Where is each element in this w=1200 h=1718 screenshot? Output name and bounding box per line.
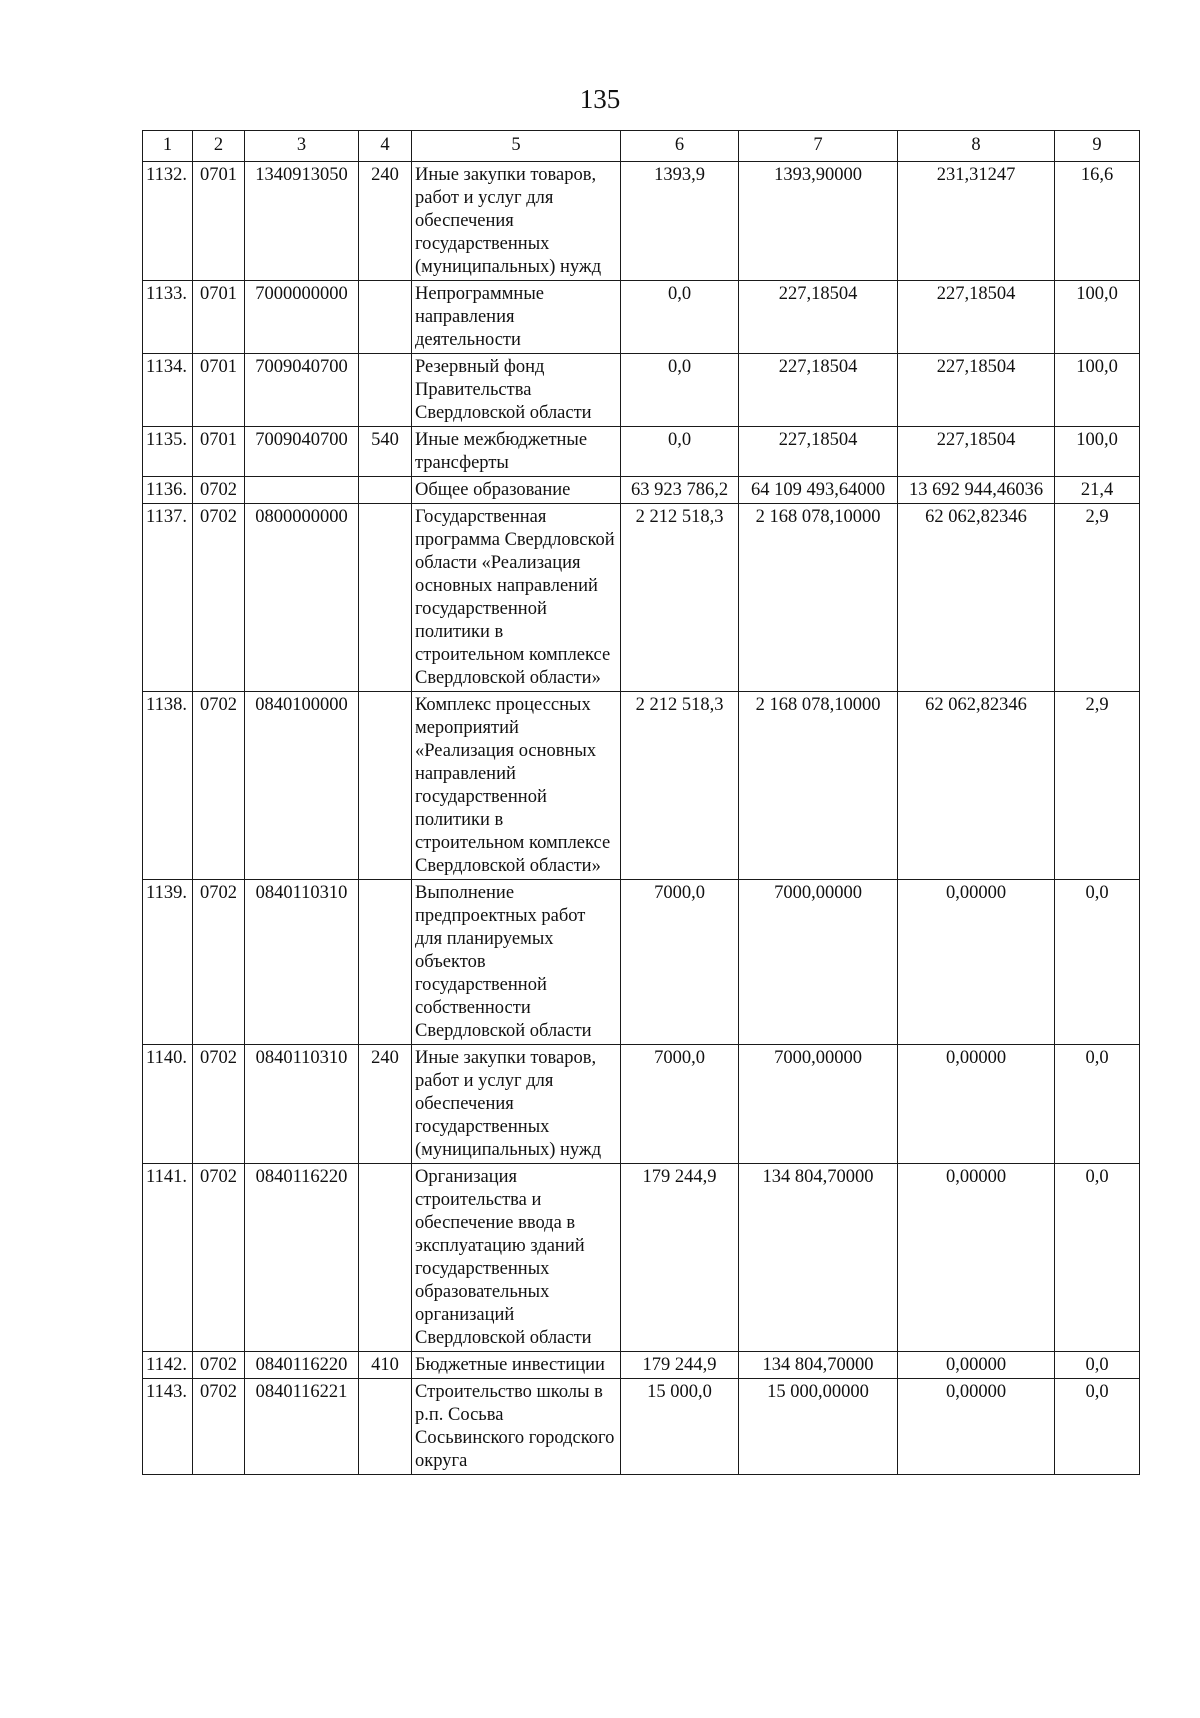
- expense-type-code: 240: [359, 162, 412, 281]
- item-name: Строительство школы в р.п. Сосьва Сосьвинского городского округа: [412, 1379, 621, 1475]
- section-code: 0702: [193, 1164, 245, 1352]
- value-col-8: 0,00000: [898, 1164, 1055, 1352]
- value-col-7: 15 000,00000: [739, 1379, 898, 1475]
- row-number: 1135.: [143, 427, 193, 477]
- value-col-9: 0,0: [1055, 1352, 1140, 1379]
- section-code: 0702: [193, 504, 245, 692]
- row-number: 1143.: [143, 1379, 193, 1475]
- target-article-code: 1340913050: [245, 162, 359, 281]
- expense-type-code: [359, 477, 412, 504]
- table-row: [143, 1045, 1140, 1164]
- row-number: 1139.: [143, 880, 193, 1045]
- column-header: 6: [621, 131, 739, 162]
- target-article-code: 0840110310: [245, 1045, 359, 1164]
- value-col-9: 100,0: [1055, 354, 1140, 427]
- expense-type-code: [359, 281, 412, 354]
- page-number: 135: [579, 84, 621, 114]
- value-col-7: 2 168 078,10000: [739, 692, 898, 880]
- value-col-6: 1393,9: [621, 162, 739, 281]
- value-col-8: 62 062,82346: [898, 692, 1055, 880]
- target-article-code: 0840116220: [245, 1164, 359, 1352]
- value-col-6: 63 923 786,2: [621, 477, 739, 504]
- section-code: 0702: [193, 1379, 245, 1475]
- value-col-8: 231,31247: [898, 162, 1055, 281]
- column-header: 8: [898, 131, 1055, 162]
- target-article-code: [245, 477, 359, 504]
- row-number: 1141.: [143, 1164, 193, 1352]
- section-code: 0701: [193, 162, 245, 281]
- item-name: Выполнение предпроектных работ для планируемых объектов государственной собственности Свердловской области: [412, 880, 621, 1045]
- value-col-9: 0,0: [1055, 1045, 1140, 1164]
- row-number: 1133.: [143, 281, 193, 354]
- section-code: 0702: [193, 1045, 245, 1164]
- value-col-9: 21,4: [1055, 477, 1140, 504]
- value-col-8: 0,00000: [898, 880, 1055, 1045]
- value-col-7: 134 804,70000: [739, 1164, 898, 1352]
- item-name: Организация строительства и обеспечение ввода в эксплуатацию зданий государственных образовательных организаций Свердловской области: [412, 1164, 621, 1352]
- section-code: 0701: [193, 281, 245, 354]
- budget-table: [142, 130, 1140, 1475]
- value-col-8: 0,00000: [898, 1045, 1055, 1164]
- table-row: [143, 1164, 1140, 1352]
- column-header: 3: [245, 131, 359, 162]
- target-article-code: 0840116221: [245, 1379, 359, 1475]
- target-article-code: 0800000000: [245, 504, 359, 692]
- item-name: Резервный фонд Правительства Свердловской области: [412, 354, 621, 427]
- value-col-7: 1393,90000: [739, 162, 898, 281]
- value-col-7: 7000,00000: [739, 1045, 898, 1164]
- value-col-9: 0,0: [1055, 880, 1140, 1045]
- value-col-7: 134 804,70000: [739, 1352, 898, 1379]
- column-header: 1: [143, 131, 193, 162]
- table-row: [143, 1352, 1140, 1379]
- item-name: Иные закупки товаров, работ и услуг для обеспечения государственных (муниципальных) нужд: [412, 1045, 621, 1164]
- expense-type-code: [359, 504, 412, 692]
- value-col-9: 2,9: [1055, 692, 1140, 880]
- item-name: Комплекс процессных мероприятий «Реализация основных направлений государственной политики в строительном комплексе Свердловской области»: [412, 692, 621, 880]
- item-name: Государственная программа Свердловской области «Реализация основных направлений государственной политики в строительном комплексе Свердловской области»: [412, 504, 621, 692]
- value-col-6: 179 244,9: [621, 1352, 739, 1379]
- value-col-8: 0,00000: [898, 1352, 1055, 1379]
- value-col-6: 7000,0: [621, 1045, 739, 1164]
- row-number: 1132.: [143, 162, 193, 281]
- table-row: [143, 477, 1140, 504]
- row-number: 1137.: [143, 504, 193, 692]
- value-col-6: 179 244,9: [621, 1164, 739, 1352]
- value-col-8: 13 692 944,46036: [898, 477, 1055, 504]
- value-col-8: 0,00000: [898, 1379, 1055, 1475]
- table-row: [143, 1379, 1140, 1475]
- value-col-6: 0,0: [621, 427, 739, 477]
- expense-type-code: [359, 1164, 412, 1352]
- table-row: [143, 162, 1140, 281]
- item-name: Непрограммные направления деятельности: [412, 281, 621, 354]
- value-col-6: 7000,0: [621, 880, 739, 1045]
- expense-type-code: [359, 692, 412, 880]
- item-name: Общее образование: [412, 477, 621, 504]
- value-col-9: 0,0: [1055, 1164, 1140, 1352]
- row-number: 1134.: [143, 354, 193, 427]
- section-code: 0702: [193, 477, 245, 504]
- expense-type-code: [359, 1379, 412, 1475]
- section-code: 0702: [193, 692, 245, 880]
- value-col-6: 0,0: [621, 354, 739, 427]
- row-number: 1142.: [143, 1352, 193, 1379]
- section-code: 0701: [193, 427, 245, 477]
- table-row: [143, 354, 1140, 427]
- table-row: [143, 692, 1140, 880]
- value-col-6: 2 212 518,3: [621, 692, 739, 880]
- value-col-7: 2 168 078,10000: [739, 504, 898, 692]
- value-col-8: 62 062,82346: [898, 504, 1055, 692]
- column-header: 7: [739, 131, 898, 162]
- target-article-code: 7009040700: [245, 354, 359, 427]
- column-header: 4: [359, 131, 412, 162]
- table-row: [143, 504, 1140, 692]
- item-name: Иные межбюджетные трансферты: [412, 427, 621, 477]
- expense-type-code: [359, 354, 412, 427]
- value-col-8: 227,18504: [898, 427, 1055, 477]
- target-article-code: 0840110310: [245, 880, 359, 1045]
- expense-type-code: 240: [359, 1045, 412, 1164]
- section-code: 0702: [193, 1352, 245, 1379]
- target-article-code: 7009040700: [245, 427, 359, 477]
- section-code: 0701: [193, 354, 245, 427]
- value-col-7: 227,18504: [739, 281, 898, 354]
- value-col-7: 64 109 493,64000: [739, 477, 898, 504]
- item-name: Бюджетные инвестиции: [412, 1352, 621, 1379]
- value-col-8: 227,18504: [898, 354, 1055, 427]
- value-col-6: 2 212 518,3: [621, 504, 739, 692]
- column-header: 2: [193, 131, 245, 162]
- target-article-code: 0840116220: [245, 1352, 359, 1379]
- item-name: Иные закупки товаров, работ и услуг для обеспечения государственных (муниципальных) нужд: [412, 162, 621, 281]
- table-row: [143, 281, 1140, 354]
- row-number: 1140.: [143, 1045, 193, 1164]
- section-code: 0702: [193, 880, 245, 1045]
- value-col-9: 2,9: [1055, 504, 1140, 692]
- column-header: 9: [1055, 131, 1140, 162]
- value-col-9: 16,6: [1055, 162, 1140, 281]
- expense-type-code: 540: [359, 427, 412, 477]
- table-header-row: [143, 131, 1140, 162]
- value-col-6: 15 000,0: [621, 1379, 739, 1475]
- value-col-7: 227,18504: [739, 354, 898, 427]
- table-row: [143, 427, 1140, 477]
- value-col-8: 227,18504: [898, 281, 1055, 354]
- value-col-7: 227,18504: [739, 427, 898, 477]
- expense-type-code: [359, 880, 412, 1045]
- table-row: [143, 880, 1140, 1045]
- value-col-6: 0,0: [621, 281, 739, 354]
- row-number: 1136.: [143, 477, 193, 504]
- column-header: 5: [412, 131, 621, 162]
- value-col-9: 100,0: [1055, 427, 1140, 477]
- target-article-code: 7000000000: [245, 281, 359, 354]
- value-col-9: 100,0: [1055, 281, 1140, 354]
- target-article-code: 0840100000: [245, 692, 359, 880]
- value-col-7: 7000,00000: [739, 880, 898, 1045]
- row-number: 1138.: [143, 692, 193, 880]
- expense-type-code: 410: [359, 1352, 412, 1379]
- value-col-9: 0,0: [1055, 1379, 1140, 1475]
